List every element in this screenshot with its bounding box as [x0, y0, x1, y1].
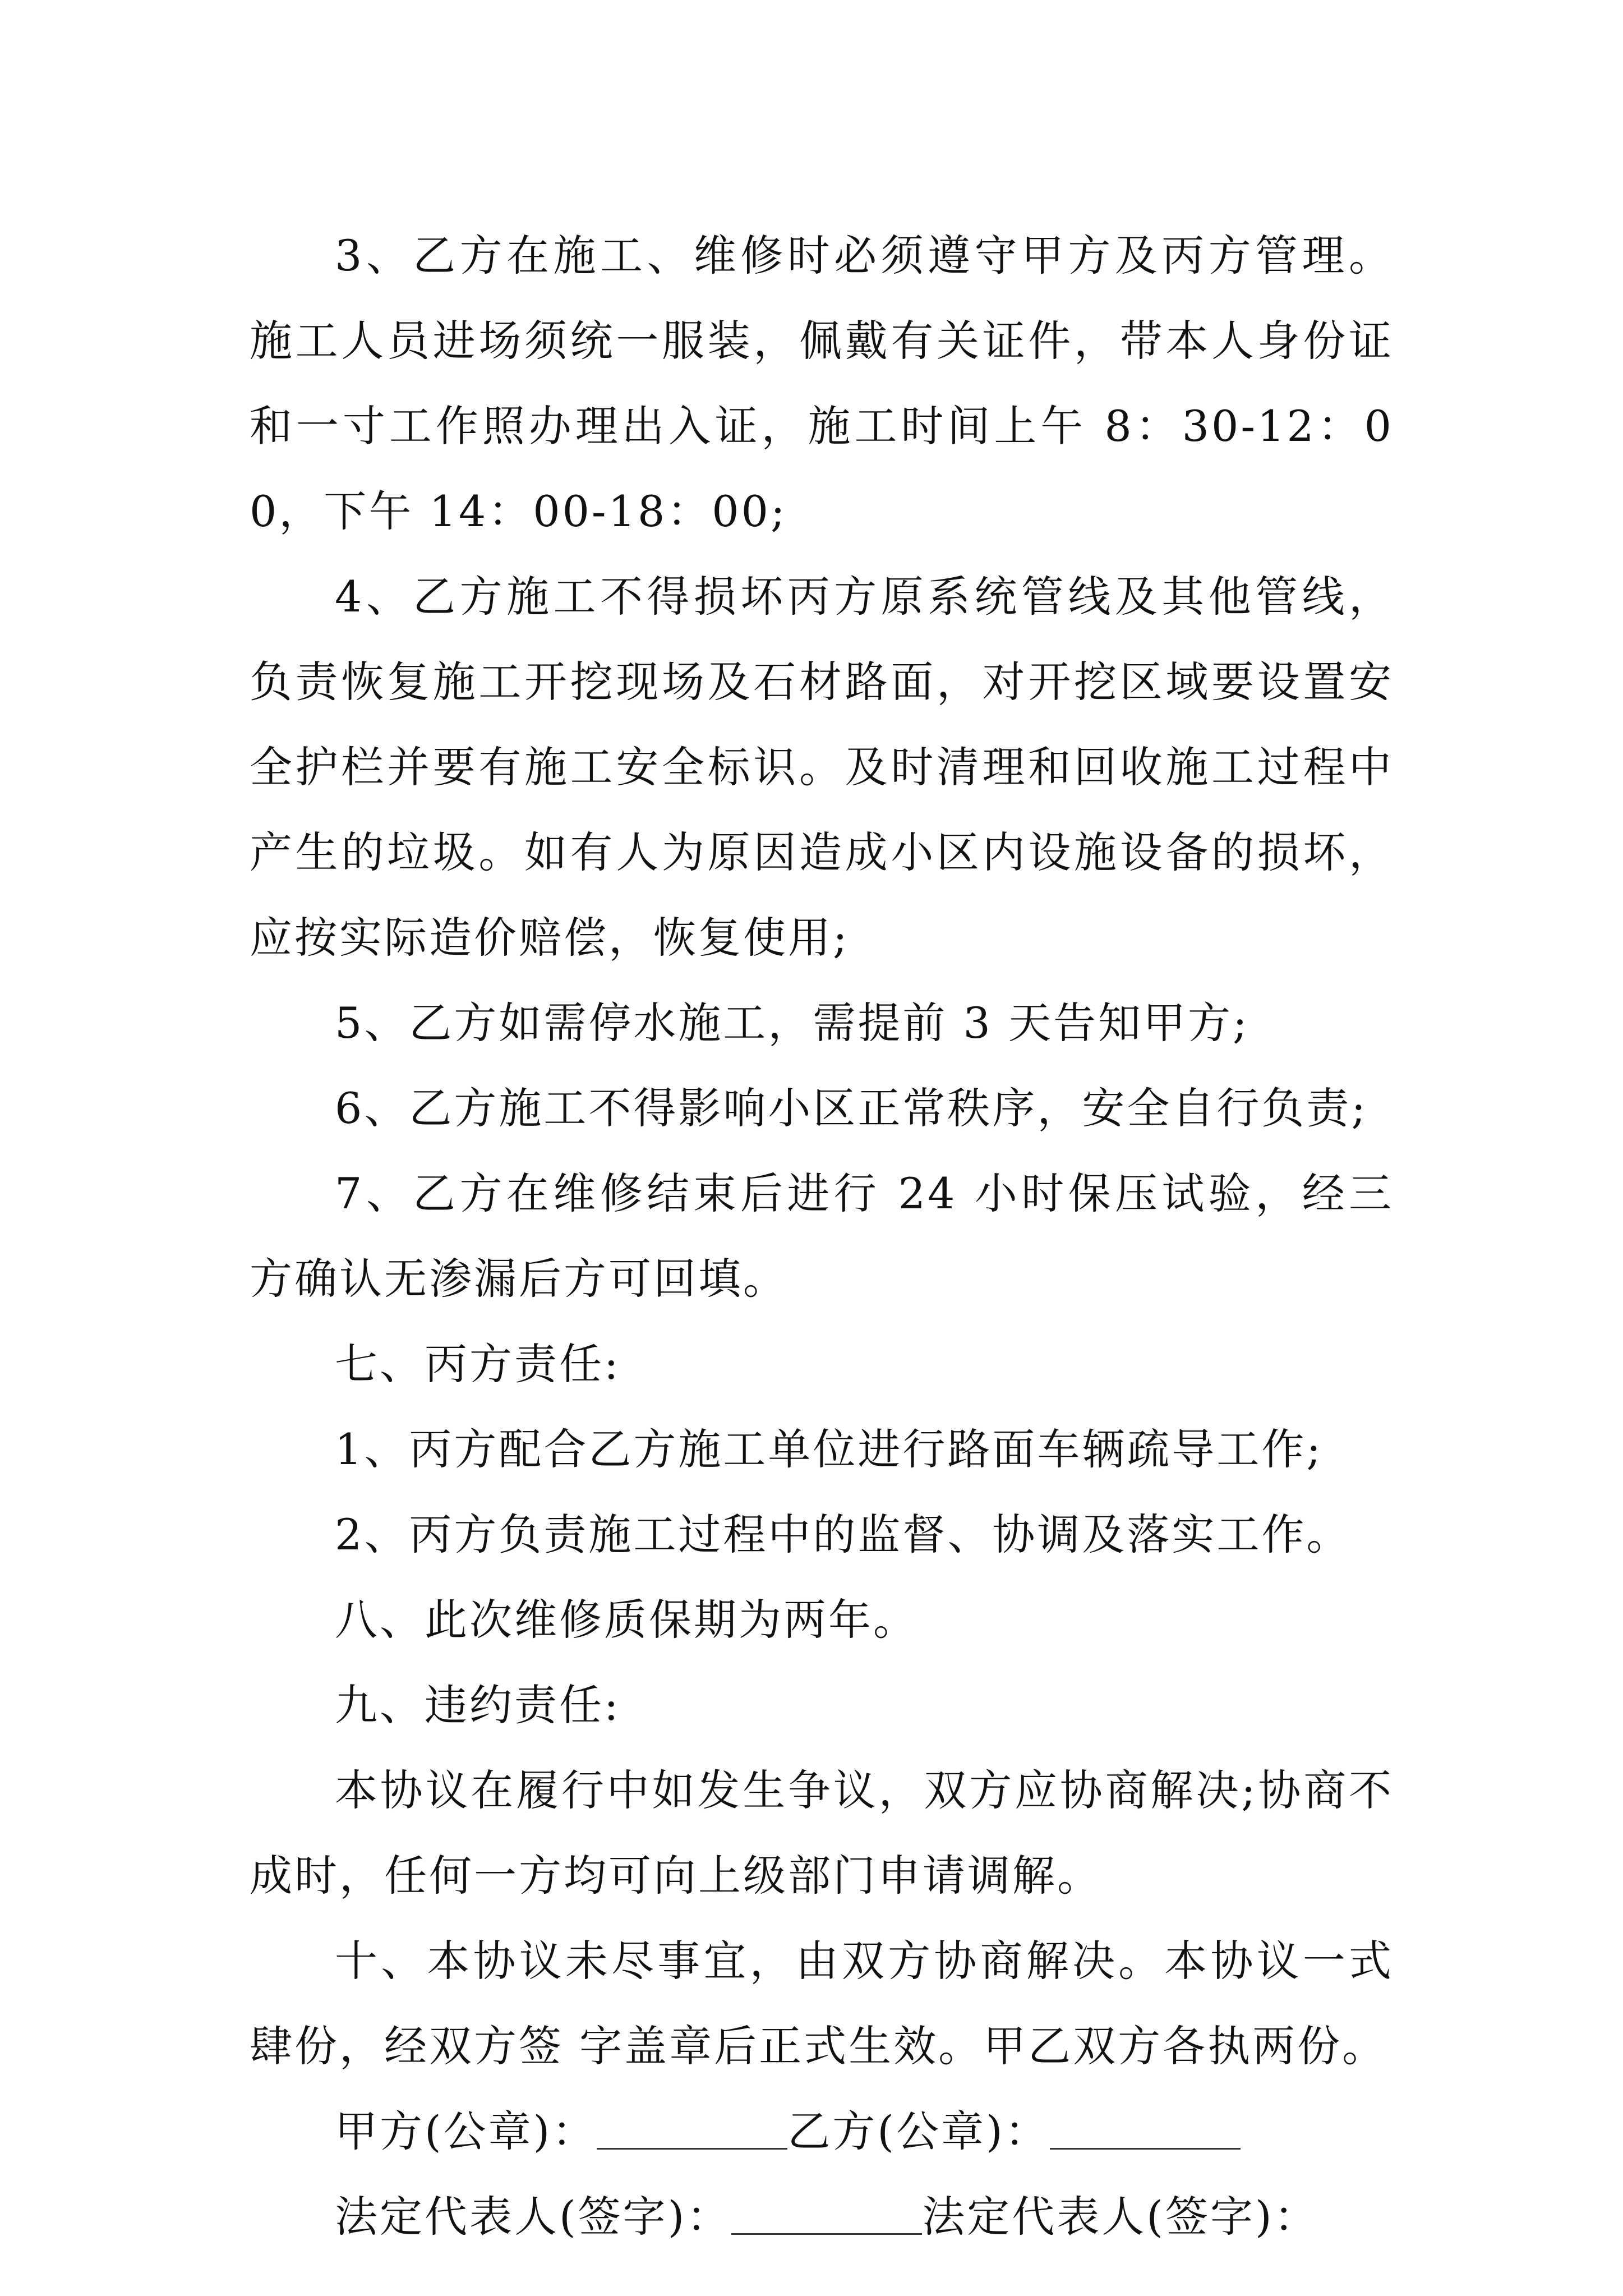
section-9-body: 本协议在履行中如发生争议，双方应协商解决;协商不成时，任何一方均可向上级部门申请调解。 [250, 1765, 1394, 1901]
party-b-seal-blank [1050, 2109, 1241, 2150]
representative-line [250, 2174, 1394, 2260]
party-a-seal-blank [597, 2109, 787, 2150]
section-7-heading: 七、丙方责任: [335, 1339, 621, 1389]
section-7-item-1: 1、丙方配合乙方施工单位进行路面车辆疏导工作; [335, 1424, 1323, 1474]
clause-3: 3、乙方在施工、维修时必须遵守甲方及丙方管理。施工人员进场须统一服装，佩戴有关证件，带本人身份证和一寸工作照办理出入证，施工时间上午 8：30-12：00，下午 14：00-18：00; [250, 231, 1394, 536]
section-10-body: 十、本协议未尽事宜，由双方协商解决。本协议一式肆份，经双方签 字盖章后正式生效。甲乙双方各执两份。 [250, 1936, 1394, 2071]
section-7-item-2: 2、丙方负责施工过程中的监督、协调及落实工作。 [335, 1510, 1352, 1559]
clause-7: 7、乙方在维修结束后进行 24 小时保压试验，经三方确认无渗漏后方可回填。 [250, 1168, 1394, 1304]
clause-5: 5、乙方如需停水施工，需提前 3 天告知甲方; [335, 998, 1249, 1048]
section-9-heading: 九、违约责任: [335, 1680, 621, 1730]
clause-4: 4、乙方施工不得损坏丙方原系统管线及其他管线，负责恢复施工开挖现场及石材路面，对开挖区域要设置安全护栏并要有施工安全标识。及时清理和回收施工过程中产生的垃圾。如有人为原因造成小区内设施设备的损坏，应按实际造价赔偿，恢复使用; [250, 572, 1394, 963]
section-8-warranty: 八、此次维修质保期为两年。 [335, 1595, 918, 1645]
rep-a-label: 法定代表人(签字)： [335, 2192, 732, 2242]
party-a-seal-label: 甲方(公章)： [335, 2106, 597, 2156]
rep-b-label: 法定代表人(签字)： [922, 2192, 1319, 2242]
clause-6: 6、乙方施工不得影响小区正常秩序，安全自行负责; [335, 1083, 1368, 1133]
document-body [250, 213, 1394, 2260]
party-b-seal-label: 乙方(公章)： [787, 2106, 1050, 2156]
seal-line [250, 2089, 1394, 2174]
rep-a-blank [731, 2194, 922, 2235]
